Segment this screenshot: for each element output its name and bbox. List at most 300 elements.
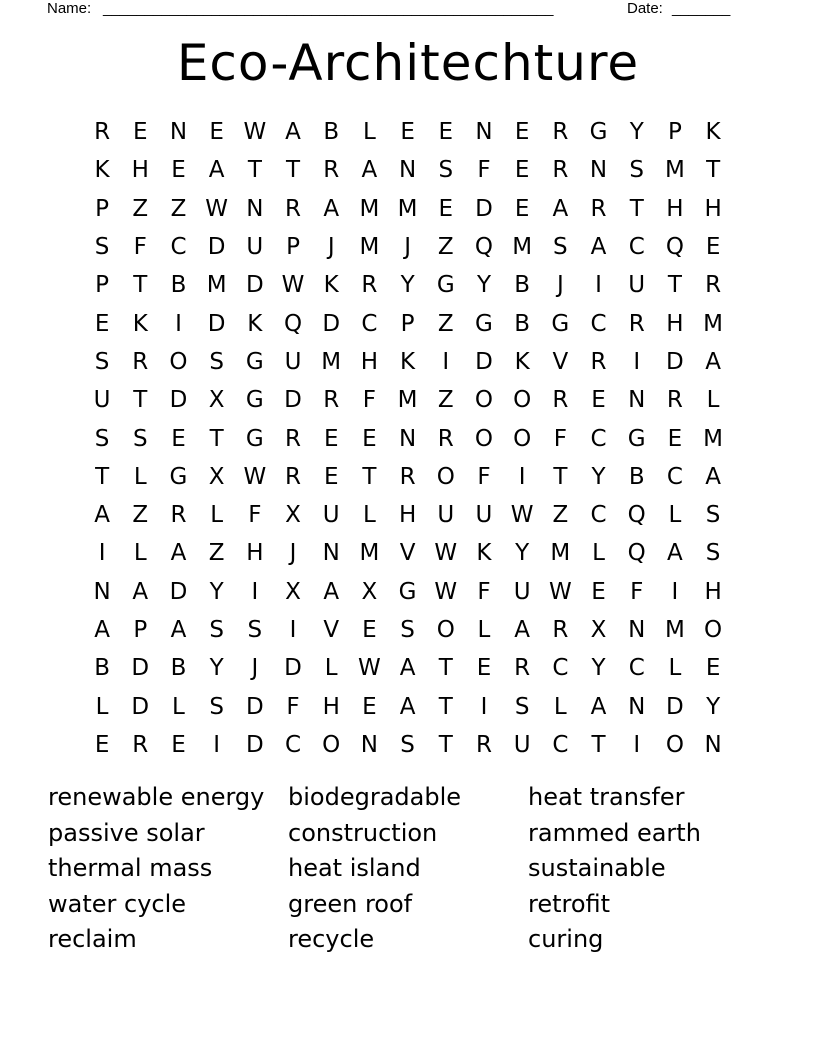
grid-letter: Y [400,272,415,299]
grid-letter: R [285,195,302,222]
grid-letter: R [399,463,416,490]
grid-letter: O [436,617,455,643]
grid-letter: I [213,731,221,758]
grid-letter: D [245,731,264,758]
grid-letter: K [323,272,339,299]
grid-letter: S [400,617,415,643]
grid-letter: W [434,540,458,567]
grid-letter: Q [627,502,646,529]
grid-letter: R [705,272,722,299]
grid-letter: S [400,731,415,758]
grid-letter: H [360,348,379,375]
grid-letter: E [323,425,339,452]
grid-letter: O [436,463,455,490]
grid-letter: M [550,540,571,567]
grid-letter: O [169,348,188,375]
grid-letter: M [397,195,418,222]
grid-letter: A [667,540,683,567]
grid-letter: Z [552,502,569,529]
word-search-grid [83,113,733,764]
grid-letter: C [552,655,569,682]
grid-letter: R [323,387,340,414]
grid-letter: F [477,463,491,490]
grid-letter: Y [476,272,491,299]
grid-letter: G [169,463,188,490]
grid-letter: X [590,617,607,643]
grid-letter: V [323,617,340,643]
grid-letter: E [171,157,186,184]
grid-letter: I [595,272,602,299]
grid-letter: O [474,425,494,452]
grid-letter: N [246,195,264,222]
grid-letter: R [514,655,531,682]
grid-letter: R [323,157,340,184]
grid-letter: R [552,387,569,414]
grid-letter: R [552,157,569,184]
grid-letter: Z [437,387,454,414]
grid-letter: U [475,502,493,529]
grid-letter: D [131,693,150,720]
grid-letter: F [286,693,300,720]
grid-letter: A [94,617,110,643]
grid-letter: M [512,234,533,261]
grid-letter: T [247,157,262,184]
grid-letter: K [400,348,416,375]
grid-letter: E [323,463,339,490]
grid-letter: T [95,463,110,490]
grid-letter: W [243,119,267,146]
grid-letter: T [706,157,721,184]
grid-letter: S [553,234,568,261]
grid-letter: A [399,693,416,720]
grid-letter: M [664,617,685,643]
grid-letter: N [169,119,188,146]
grid-row [83,113,733,151]
grid-letter: L [592,540,605,567]
grid-letter: R [437,425,454,452]
grid-letter: S [209,693,224,720]
grid-letter: A [170,617,187,643]
grid-letter: L [706,387,720,414]
date-field-line: _______ [672,0,731,17]
grid-letter: F [362,387,377,414]
grid-letter: L [553,693,567,720]
grid-letter: P [95,195,110,222]
grid-letter: W [243,463,267,490]
name-field-line: ______________________________________________________ [103,0,554,17]
grid-letter: O [513,425,532,452]
grid-letter: D [284,655,302,682]
grid-letter: I [175,310,182,337]
grid-letter: Q [474,234,494,261]
grid-letter: A [705,348,721,375]
grid-letter: L [362,502,376,529]
word-list-item: thermal mass [48,854,213,883]
grid-letter: E [591,578,606,605]
grid-letter: U [628,272,646,299]
grid-letter: J [251,655,259,682]
grid-letter: K [476,540,492,567]
grid-letter: Z [437,310,454,337]
grid-letter: S [705,502,721,529]
grid-letter: R [475,731,492,758]
grid-letter: A [94,502,110,529]
grid-letter: Z [132,502,149,529]
grid-letter: Y [629,119,644,146]
grid-letter: N [475,119,493,146]
grid-letter: R [590,348,607,375]
grid-letter: D [207,310,226,337]
grid-row [83,228,733,266]
grid-letter: R [132,348,149,375]
grid-letter: D [666,693,684,720]
grid-letter: L [668,655,682,682]
grid-letter: L [324,655,338,682]
grid-letter: N [398,425,417,452]
grid-letter: G [398,578,417,605]
grid-letter: D [169,387,188,414]
grid-letter: J [556,272,564,299]
grid-letter: T [438,731,453,758]
grid-letter: A [361,157,378,184]
grid-letter: A [170,540,187,567]
grid-letter: H [322,693,340,720]
grid-letter: A [285,119,301,146]
grid-letter: K [247,310,263,337]
grid-letter: W [358,655,381,682]
word-list-item: rammed earth [528,818,701,847]
grid-letter: K [132,310,148,337]
grid-letter: S [209,617,224,643]
grid-letter: E [362,617,377,643]
grid-letter: J [404,234,411,261]
grid-letter: U [284,348,302,375]
grid-letter: B [94,655,110,682]
grid-row [83,534,733,572]
grid-letter: G [475,310,493,337]
grid-letter: W [434,578,458,605]
grid-row [83,151,733,189]
word-list-item: construction [288,818,438,847]
grid-letter: O [322,731,341,758]
grid-letter: C [590,310,607,337]
grid-letter: J [327,234,335,261]
grid-letter: R [132,731,149,758]
grid-letter: N [628,387,646,414]
grid-letter: S [705,540,721,567]
grid-letter: K [514,348,530,375]
grid-letter: M [359,195,380,222]
grid-letter: L [477,617,491,643]
grid-letter: E [514,157,530,184]
grid-letter: N [628,617,646,643]
grid-letter: F [630,578,644,605]
grid-letter: I [633,731,641,758]
grid-letter: A [323,578,340,605]
grid-letter: V [399,540,416,567]
grid-letter: A [590,234,607,261]
grid-letter: D [207,234,226,261]
grid-letter: G [245,387,264,414]
grid-letter: T [553,463,568,490]
grid-letter: L [668,502,682,529]
grid-letter: E [514,119,530,146]
grid-letter: W [281,272,305,299]
grid-letter: C [628,234,645,261]
grid-letter: U [513,578,531,605]
word-list-item: heat island [288,854,421,883]
grid-letter: E [94,731,110,758]
grid-letter: A [132,578,149,605]
grid-row [83,649,733,687]
grid-letter: W [205,195,229,222]
grid-letter: F [477,157,491,184]
grid-letter: C [361,310,378,337]
grid-letter: H [666,195,684,222]
grid-letter: G [245,348,264,375]
grid-letter: B [514,272,531,299]
grid-letter: E [362,425,377,452]
grid-letter: U [246,234,264,261]
grid-letter: X [208,387,225,414]
grid-letter: R [285,463,302,490]
word-list [48,780,768,958]
grid-letter: D [666,348,684,375]
grid-letter: E [476,655,492,682]
grid-letter: G [436,272,455,299]
grid-letter: H [246,540,264,567]
grid-row [83,687,733,725]
grid-letter: E [667,425,683,452]
grid-row [83,496,733,534]
grid-letter: N [704,731,722,758]
grid-letter: B [170,655,187,682]
grid-letter: J [289,540,297,567]
grid-letter: Q [665,234,684,261]
grid-letter: X [208,463,225,490]
grid-letter: E [514,195,530,222]
word-list-item: curing [528,925,604,954]
grid-row [83,458,733,496]
grid-letter: Y [591,655,606,682]
grid-letter: E [171,731,186,758]
grid-row [83,611,733,649]
date-label: Date: [627,0,663,17]
grid-letter: U [93,387,111,414]
grid-letter: K [705,119,721,146]
grid-letter: T [438,693,453,720]
grid-letter: A [208,157,225,184]
grid-letter: R [361,272,378,299]
grid-letter: P [95,272,110,299]
grid-letter: R [552,617,569,643]
grid-letter: M [703,310,724,337]
grid-letter: Z [208,540,225,567]
grid-letter: E [133,119,148,146]
grid-letter: R [94,119,111,146]
grid-letter: A [323,195,340,222]
grid-letter: T [133,272,148,299]
grid-letter: Z [132,195,149,222]
grid-letter: D [475,195,493,222]
grid-row [83,573,733,611]
grid-letter: M [664,157,685,184]
grid-letter: E [705,655,721,682]
grid-letter: P [133,617,148,643]
grid-letter: E [400,119,415,146]
grid-letter: H [704,578,722,605]
grid-letter: U [322,502,340,529]
grid-letter: D [245,272,264,299]
grid-letter: T [667,272,682,299]
grid-letter: I [98,540,106,567]
grid-letter: M [703,425,724,452]
grid-letter: S [94,425,110,452]
grid-letter: E [591,387,606,414]
grid-letter: K [94,157,110,184]
word-list-item: water cycle [48,889,187,918]
grid-letter: B [323,119,340,146]
grid-letter: D [245,693,264,720]
grid-letter: D [169,578,188,605]
grid-letter: E [209,119,224,146]
grid-letter: P [667,119,682,146]
grid-letter: A [590,693,607,720]
grid-letter: T [629,195,644,222]
grid-letter: W [510,502,534,529]
word-list-item: retrofit [528,889,611,918]
grid-letter: D [475,348,493,375]
grid-letter: G [589,119,608,146]
grid-letter: S [438,157,454,184]
grid-letter: P [286,234,300,261]
grid-letter: O [704,617,723,643]
grid-letter: S [209,348,224,375]
grid-letter: E [705,234,721,261]
grid-letter: L [172,693,185,720]
grid-letter: M [206,272,227,299]
grid-letter: M [359,234,380,261]
grid-letter: U [513,731,531,758]
grid-letter: I [442,348,450,375]
grid-letter: O [513,387,532,414]
grid-letter: Y [591,463,606,490]
grid-letter: H [131,157,149,184]
grid-letter: L [133,463,147,490]
grid-letter: I [671,578,679,605]
grid-letter: R [628,310,645,337]
grid-letter: C [628,655,645,682]
grid-letter: F [133,234,147,261]
grid-letter: G [551,310,570,337]
grid-letter: D [131,655,150,682]
grid-letter: R [552,119,569,146]
grid-letter: H [398,502,417,529]
grid-letter: M [397,387,418,414]
grid-letter: G [627,425,646,452]
word-list-item: biodegradable [288,783,462,811]
grid-row [83,726,733,764]
grid-letter: E [171,425,186,452]
grid-letter: L [95,693,109,720]
grid-letter: G [245,425,264,452]
grid-letter: T [209,425,224,452]
grid-letter: Z [170,195,187,222]
word-list-item: renewable energy [48,783,265,811]
grid-letter: H [666,310,684,337]
word-list-item: recycle [288,925,375,954]
grid-letter: M [359,540,380,567]
grid-letter: A [552,195,569,222]
grid-letter: T [133,387,148,414]
grid-letter: T [286,157,301,184]
grid-letter: F [477,578,491,605]
grid-letter: F [248,502,262,529]
grid-letter: T [438,655,453,682]
grid-letter: C [590,502,607,529]
grid-letter: V [552,348,569,375]
grid-letter: S [94,348,110,375]
grid-letter: O [665,731,684,758]
word-list-item: sustainable [528,854,666,883]
grid-letter: A [399,655,416,682]
header [47,0,747,20]
grid-letter: Z [437,234,454,261]
grid-letter: X [285,502,301,529]
word-list-item: heat transfer [528,783,685,811]
grid-row [83,266,733,304]
grid-letter: C [666,463,683,490]
grid-letter: Q [283,310,303,337]
grid-letter: B [514,310,531,337]
grid-row [83,381,733,419]
grid-letter: I [480,693,488,720]
grid-letter: L [133,540,147,567]
grid-letter: Y [515,540,530,567]
grid-letter: R [170,502,187,529]
grid-letter: Q [627,540,646,567]
grid-letter: I [251,578,259,605]
grid-letter: S [94,234,110,261]
word-list-item: green roof [288,889,413,918]
grid-letter: U [437,502,455,529]
grid-letter: N [398,157,417,184]
page-title: Eco-Architechture [176,34,640,92]
grid-letter: D [284,387,302,414]
grid-letter: D [322,310,341,337]
grid-letter: A [705,463,721,490]
grid-letter: E [438,195,454,222]
name-label: Name: [47,0,92,17]
grid-letter: N [93,578,111,605]
grid-letter: L [210,502,224,529]
grid-letter: B [628,463,645,490]
grid-letter: X [285,578,301,605]
grid-letter: N [589,157,608,184]
grid-letter: I [633,348,641,375]
grid-letter: A [514,617,531,643]
grid-row [83,190,733,228]
grid-letter: S [247,617,263,643]
grid-letter: Y [209,578,224,605]
grid-letter: Y [209,655,224,682]
grid-letter: S [629,157,645,184]
grid-letter: T [362,463,377,490]
grid-letter: H [704,195,722,222]
grid-letter: B [170,272,187,299]
grid-letter: X [361,578,378,605]
grid-letter: N [628,693,646,720]
